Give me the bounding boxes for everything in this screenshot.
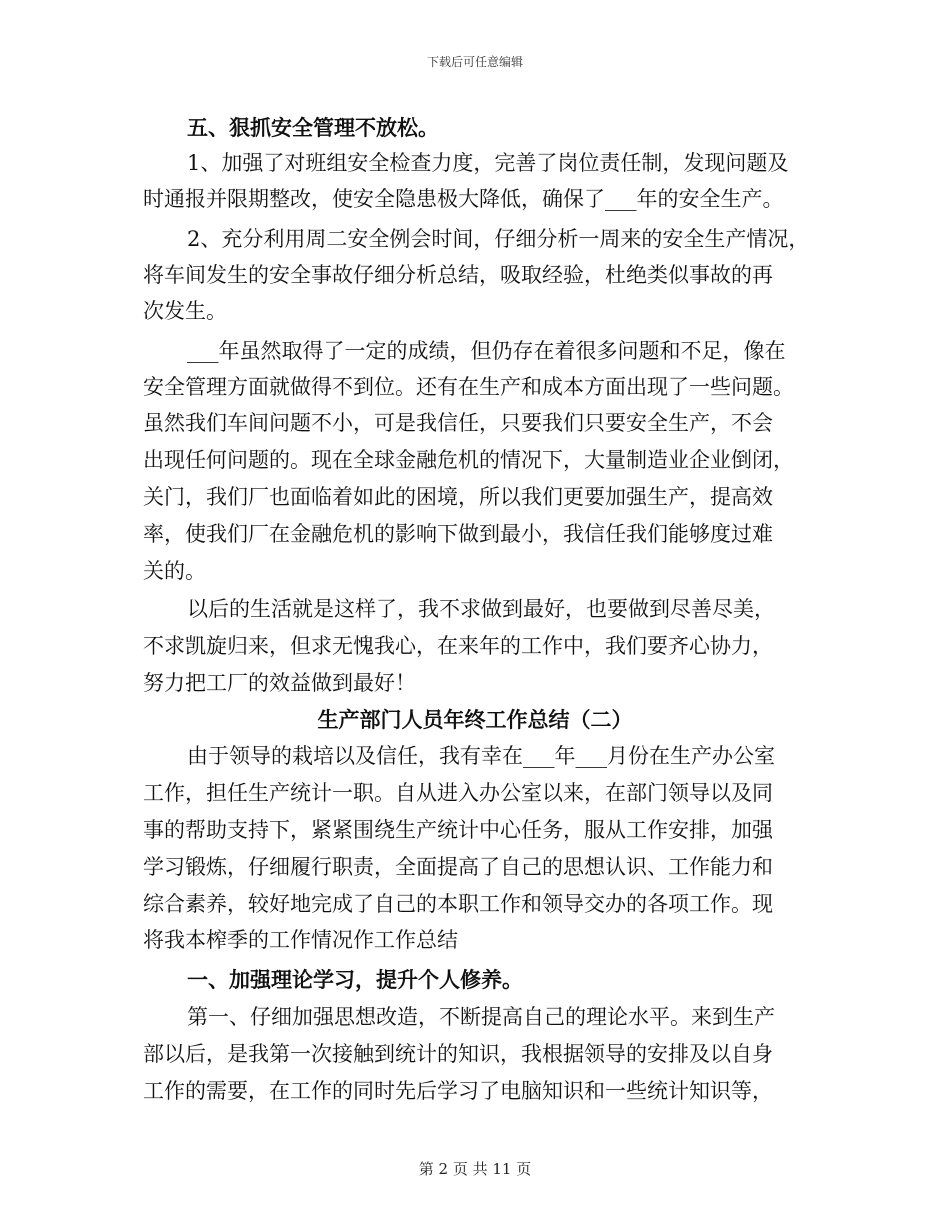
paragraph-line: 时通报并限期整改，使安全隐患极大降低，确保了___年的安全生产。 — [143, 187, 784, 211]
page-header-note: 下载后可任意编辑 — [426, 55, 523, 69]
paragraph-line: 以后的生活就是这样了，我不求做到最好，也要做到尽善尽美， — [187, 597, 775, 621]
paragraph-line: 出现任何问题的。现在全球金融危机的情况下，大量制造业企业倒闭， — [143, 448, 794, 472]
page-number: 第 2 页 共 11 页 — [418, 1160, 532, 1178]
paragraph-line: ___年虽然取得了一定的成绩，但仍存在着很多问题和不足，像在 — [187, 339, 786, 363]
paragraph-line: 工作的需要，在工作的同时先后学习了电脑知识和一些统计知识等， — [143, 1079, 773, 1103]
paragraph-line: 关的。 — [143, 559, 206, 583]
paragraph-line: 努力把工厂的效益做到最好！ — [143, 671, 416, 695]
section-heading: 五、狠抓安全管理不放松。 — [187, 115, 439, 140]
paragraph-line: 次发生。 — [143, 299, 227, 323]
paragraph-line: 1、加强了对班组安全检查力度，完善了岗位责任制，发现问题及 — [187, 151, 789, 175]
paragraph-line: 事的帮助支持下，紧紧围绕生产统计中心任务，服从工作安排，加强 — [143, 818, 773, 842]
paragraph-line: 工作，担任生产统计一职。自从进入办公室以来，在部门领导以及同 — [143, 781, 773, 805]
paragraph-line: 将车间发生的安全事故仔细分析总结，吸取经验，杜绝类似事故的再 — [143, 263, 773, 287]
paragraph-line: 第一、仔细加强思想改造，不断提高自己的理论水平。来到生产 — [187, 1005, 775, 1029]
paragraph-line: 虽然我们车间问题不小，可是我信任，只要我们只要安全生产，不会 — [143, 411, 773, 435]
paragraph-line: 将我本榨季的工作情况作工作总结 — [143, 928, 458, 952]
paragraph-line: 不求凯旋归来，但求无愧我心，在来年的工作中，我们要齐心协力， — [143, 634, 773, 658]
section-heading: 一、加强理论学习，提升个人修养。 — [187, 967, 523, 992]
paragraph-line: 率，使我们厂在金融危机的影响下做到最小，我信任我们能够度过难 — [143, 522, 773, 546]
document-title: 生产部门人员年终工作总结（二） — [317, 707, 633, 732]
paragraph-line: 关门，我们厂也面临着如此的困境，所以我们更要加强生产，提高效 — [143, 485, 773, 509]
paragraph-line: 学习锻炼，仔细履行职责，全面提高了自己的思想认识、工作能力和 — [143, 855, 773, 879]
paragraph-line: 由于领导的栽培以及信任，我有幸在___年___月份在生产办公室 — [187, 744, 775, 768]
paragraph-line: 部以后，是我第一次接触到统计的知识，我根据领导的安排及以自身 — [143, 1042, 773, 1066]
paragraph-line: 安全管理方面就做得不到位。还有在生产和成本方面出现了一些问题。 — [143, 375, 794, 399]
paragraph-line: 2、充分利用周二安全例会时间，仔细分析一周来的安全生产情况， — [187, 227, 810, 251]
paragraph-line: 综合素养，较好地完成了自己的本职工作和领导交办的各项工作。现 — [143, 892, 773, 916]
